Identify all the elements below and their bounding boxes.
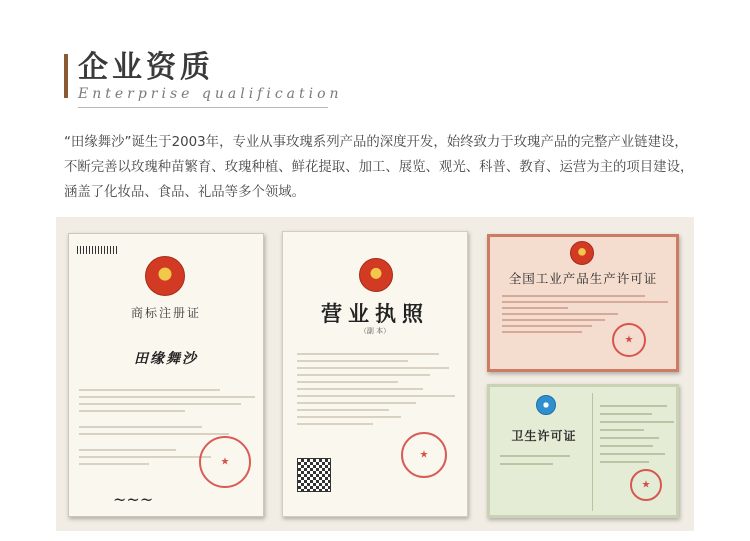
- qr-code-graphic: [297, 458, 331, 492]
- official-seal-icon: [612, 323, 646, 357]
- business-license-certificate: [282, 231, 468, 517]
- official-seal-icon: [630, 469, 662, 501]
- section-title: 企业资质: [78, 50, 214, 85]
- health-license-title: 卫生许可证: [511, 429, 577, 443]
- production-license-certificate: [487, 234, 679, 372]
- title-accent-bar: [64, 54, 68, 98]
- official-seal-icon: [199, 436, 251, 488]
- section-subtitle: Enterprise qualification: [78, 86, 343, 102]
- certificate-gallery: [56, 217, 694, 531]
- business-license-copy-label: （副 本）: [359, 327, 391, 335]
- trademark-certificate-title: 商标注册证: [130, 306, 201, 320]
- certificate-text-lines: [500, 449, 588, 471]
- section-header: [64, 50, 394, 112]
- intro-paragraph: “田缘舞沙”诞生于2003年，专业从事玫瑰系列产品的深度开发，始终致力于玫瑰产品的完整产业链建设，不断完善以玫瑰种苗繁育、玫瑰种植、鲜花提取、加工、展览、观光、科普、教育、运营为主的项目建设，涵盖了化妆品、食品、礼品等多个领域。: [64, 135, 694, 200]
- subtitle-underline: [78, 107, 328, 108]
- business-license-title: 营业执照: [321, 301, 429, 326]
- certificate-divider: [592, 393, 593, 511]
- production-license-title: 全国工业产品生产许可证: [508, 271, 658, 286]
- national-emblem-icon: [145, 256, 185, 296]
- health-license-certificate: [487, 384, 679, 518]
- trademark-certificate: [68, 233, 264, 517]
- national-emblem-icon: [570, 241, 594, 265]
- certificate-text-lines: [600, 399, 674, 469]
- signature-graphic: ~~~: [113, 490, 154, 509]
- health-emblem-icon: [536, 395, 556, 415]
- barcode-graphic: [77, 246, 119, 254]
- trademark-name: 田缘舞沙: [134, 351, 198, 367]
- certificate-text-lines: [297, 348, 455, 430]
- national-emblem-icon: [359, 258, 393, 292]
- official-seal-icon: [401, 432, 447, 478]
